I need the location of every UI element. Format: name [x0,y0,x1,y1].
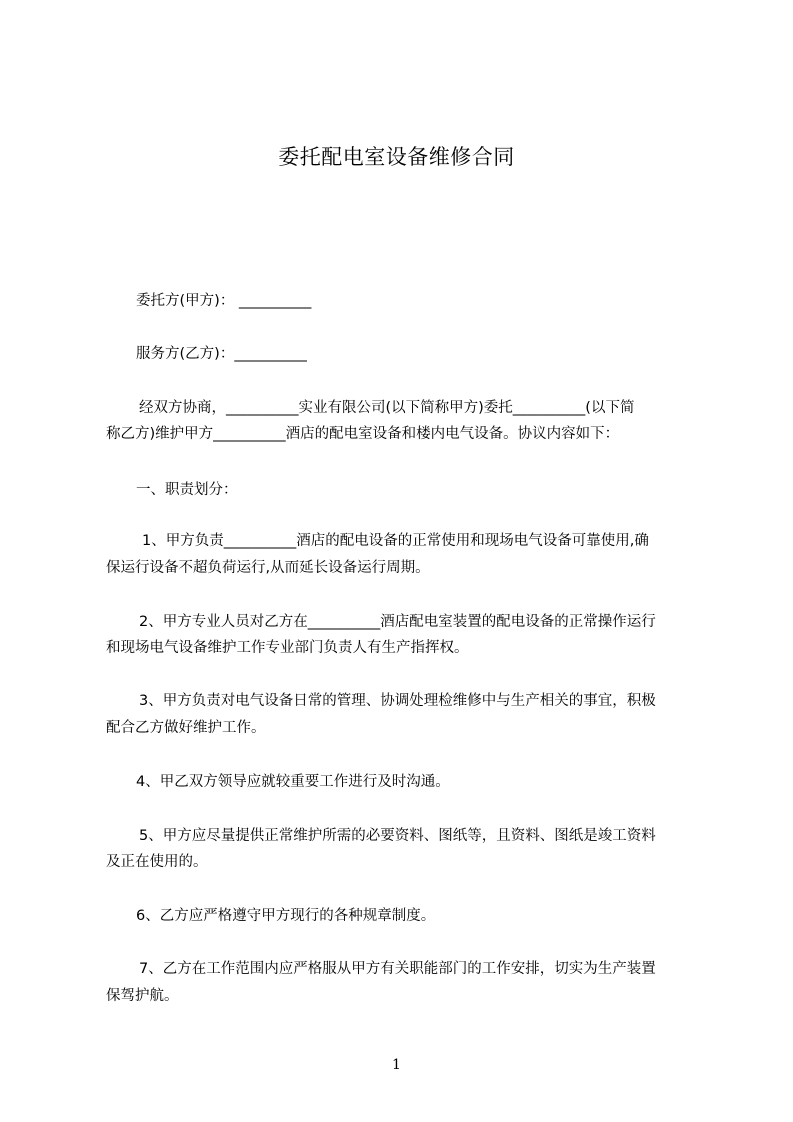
clause-2-line-1: 2、甲方专业人员对乙方在__________酒店配电室装置的配电设备的正常操作运行 [139,614,656,630]
clause-2-line-2: 和现场电气设备维护工作专业部门负责人有生产指挥权。 [106,640,469,656]
section-heading: 一、职责划分： [136,482,238,498]
clause-1-line-2: 保运行设备不超负荷运行,从而延长设备运行周期。 [106,560,430,576]
party-b-line: 服务方(乙方)：__________ [136,346,307,362]
clause-5-line-2: 及正在使用的。 [106,854,208,870]
party-a-line: 委托方(甲方)： __________ [136,293,312,309]
clause-7-line-2: 保驾护航。 [106,988,179,1004]
intro-line-1: 经双方协商，__________实业有限公司(以下简称甲方)委托__________(以下简 [139,400,635,416]
clause-3-line-2: 配合乙方做好维护工作。 [106,720,266,736]
document-title: 委托配电室设备维修合同 [278,145,515,169]
clause-4-line-1: 4、甲乙双方领导应就较重要工作进行及时沟通。 [136,774,450,790]
clause-6-line-1: 6、乙方应严格遵守甲方现行的各种规章制度。 [136,908,436,924]
page-number: 1 [392,1057,401,1073]
clause-3-line-1: 3、甲方负责对电气设备日常的管理、协调处理检维修中与生产相关的事宜，积极 [139,693,656,709]
clause-5-line-1: 5、甲方应尽量提供正常维护所需的必要资料、图纸等，且资料、图纸是竣工资料 [139,828,656,844]
intro-line-2: 称乙方)维护甲方__________酒店的配电室设备和楼内电气设备。协议内容如下： [106,426,620,442]
clause-1-line-1: 1、甲方负责__________酒店的配电设备的正常使用和现场电气设备可靠使用,确 [142,533,649,549]
clause-7-line-1: 7、乙方在工作范围内应严格服从甲方有关职能部门的工作安排，切实为生产装置 [139,961,656,977]
